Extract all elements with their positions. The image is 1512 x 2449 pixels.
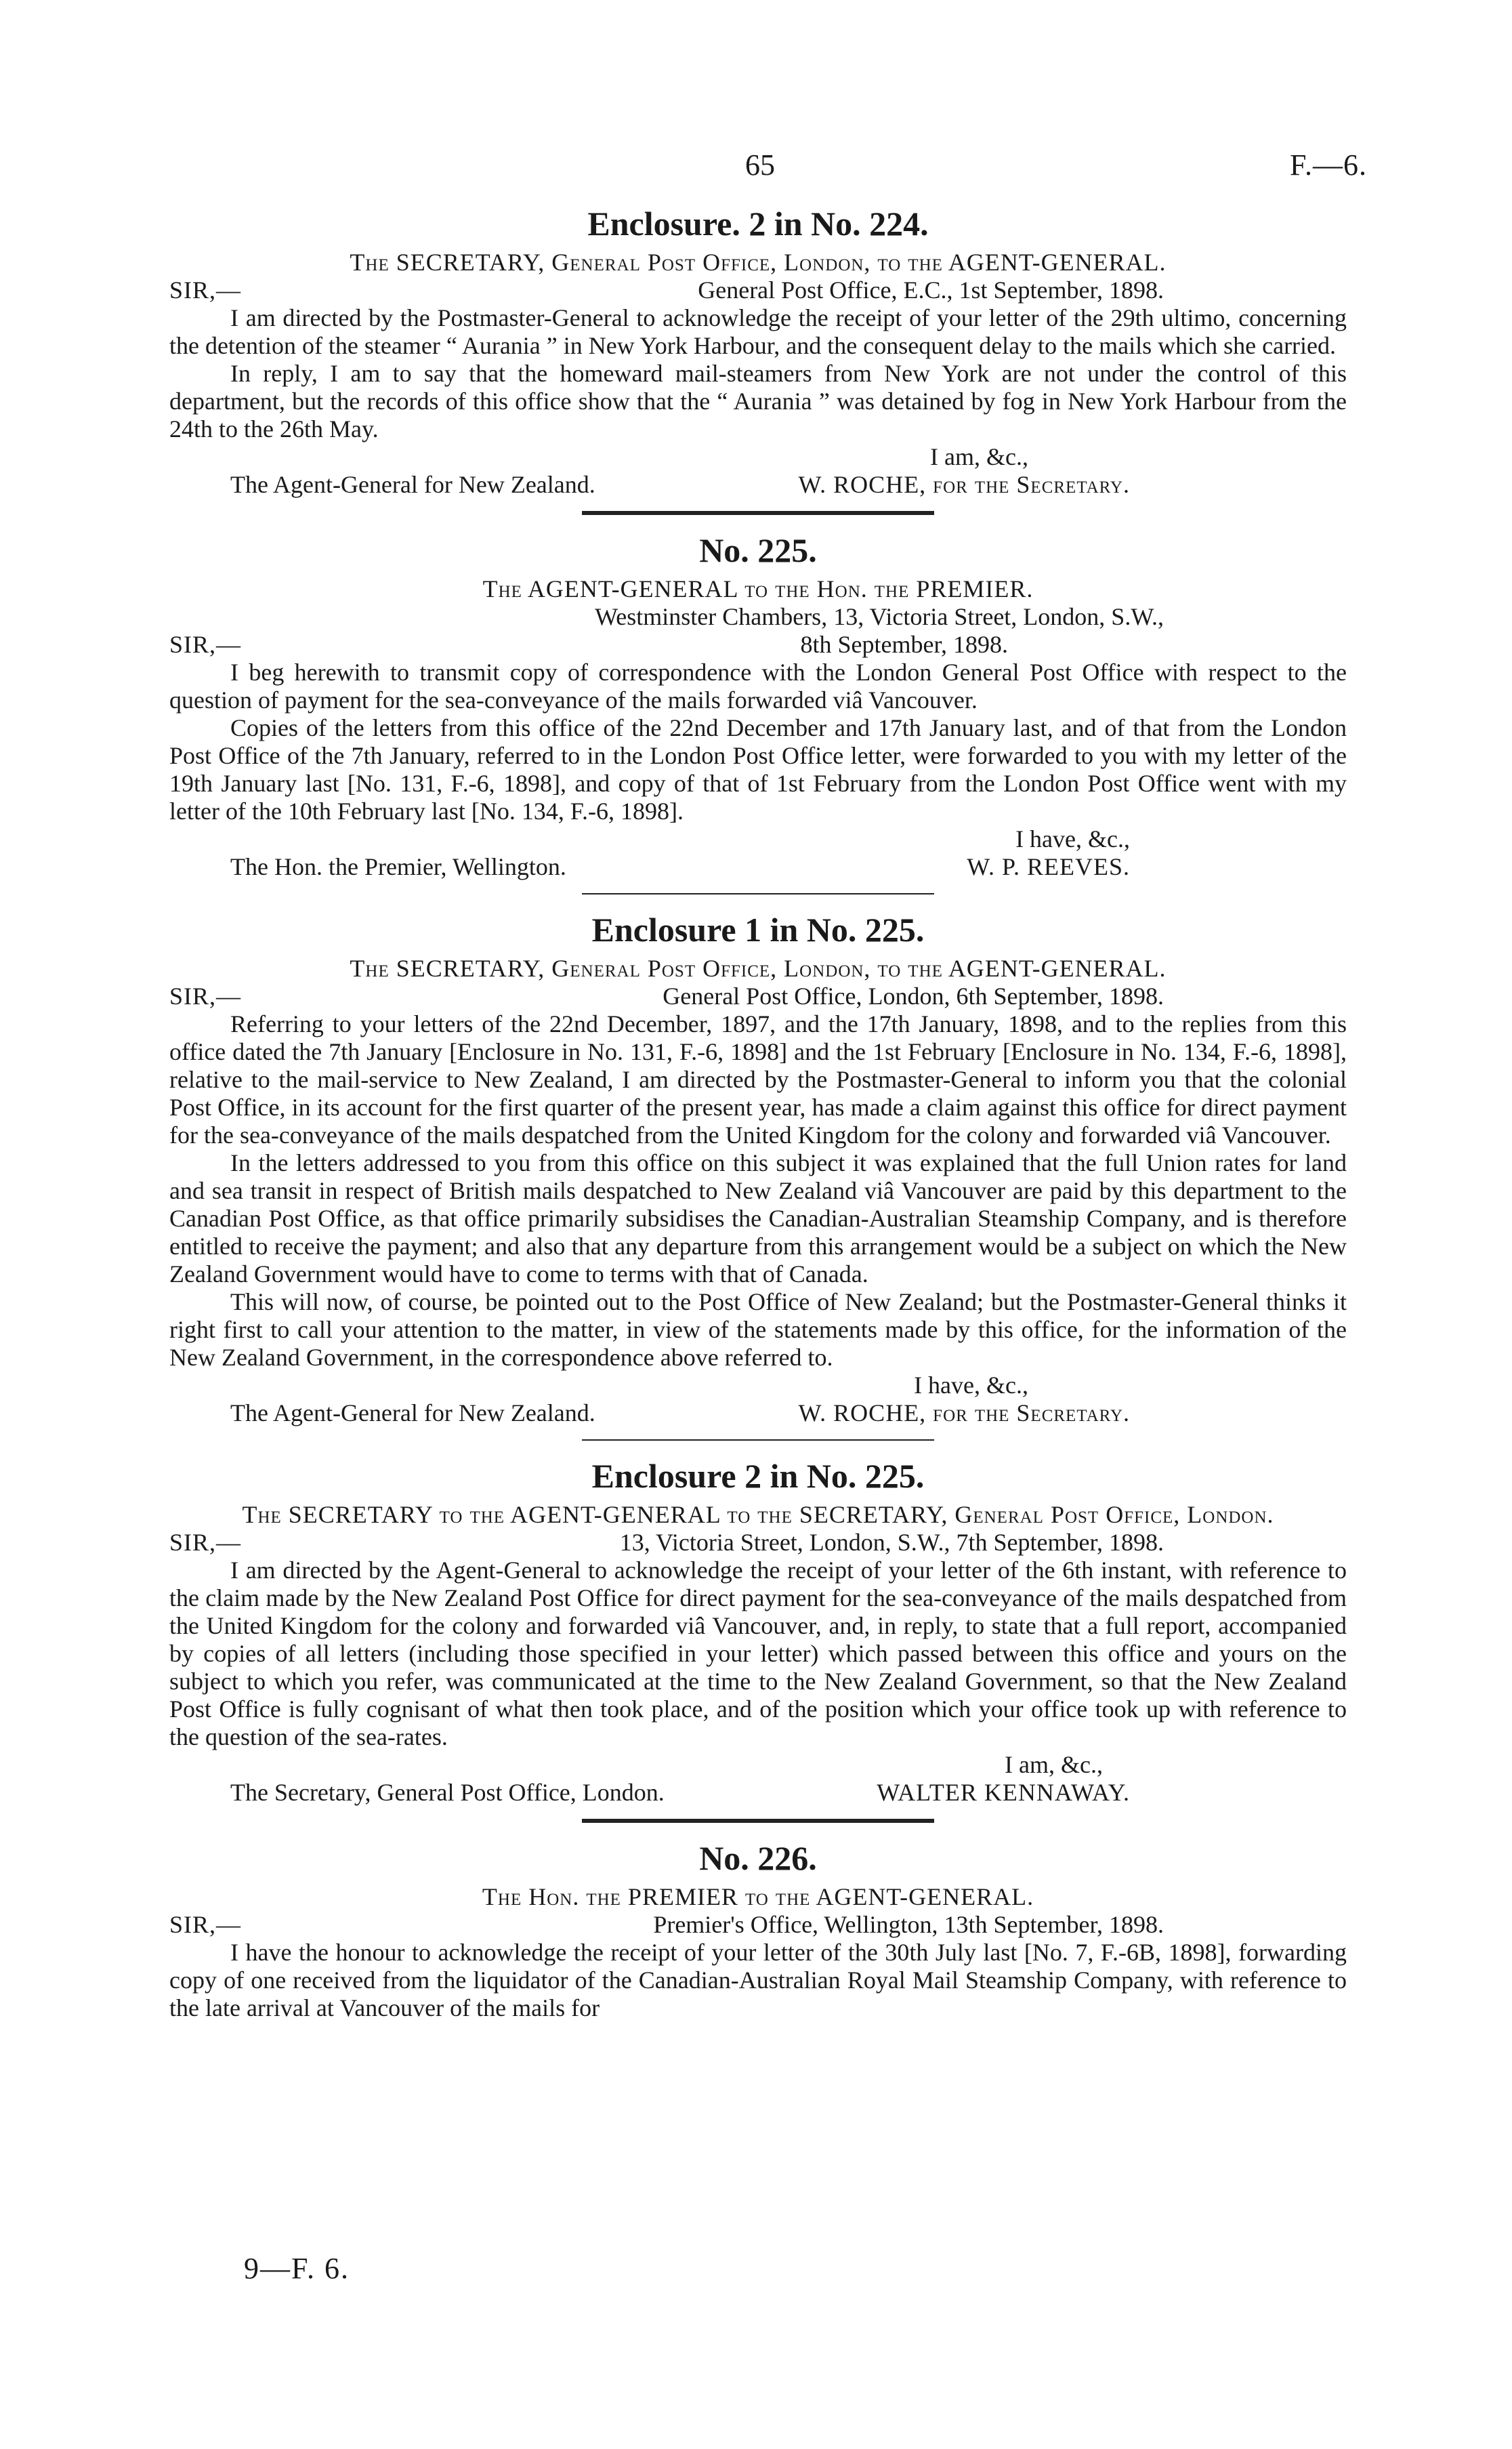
section-heading: Enclosure 2 in No. 225. [591,1457,925,1495]
paragraph: I am directed by the Postmaster-General to acknowledge the receipt of your letter of the 29th ultimo, concerning the detention of the steamer “ Aurania ” in New York Harbour, and the consequent delay to the mails which she carried. [169,304,1347,359]
salutation-address-row [169,631,1347,659]
signature: WALTER KENNAWAY. [877,1779,1130,1806]
section-heading: Enclosure 1 in No. 225. [591,911,925,949]
signature: W. P. REEVES. [967,853,1130,880]
page-reference: F.—6. [1290,148,1367,182]
section-heading: No. 225. [699,531,817,569]
paragraph: Referring to your letters of the 22nd December, 1897, and the 17th January, 1898, and to the replies from this office dated the 7th January [Enclosure in No. 131, F.-6, 1898] and the 1st February [Enclosure in No. 134, F.-6, 1898], relative to the mail-service to New Zealand, I am directed by the Postmaster-General to inform you that the colonial Post Office, in its account for the first quarter of the present year, has made a claim against this office for direct payment for the sea-conveyance of the mails despatched from the United Kingdom for the colony and forwarded viâ Vancouver. [169,1010,1347,1149]
addressee: The Hon. the Premier, Wellington. [230,853,566,880]
section-divider [582,511,934,515]
paragraph: I have the honour to acknowledge the receipt of your letter of the 30th July last [No. 7, F.-6B, 1898], forwarding copy of one received from the liquidator of the Canadian-Australian Royal Mail Steamship Company, with reference to the late arrival at Vancouver of the mails for [169,1939,1347,2021]
salutation-address-row [169,276,1347,304]
salutation: SIR,— [169,276,242,304]
signature-row [169,853,1347,881]
sender-address: Premier's Office, Wellington, 13th September, 1898. [653,1911,1164,1938]
sender-address-line-1: Westminster Chambers, 13, Victoria Street, London, S.W., [595,603,1164,630]
paragraph: I am directed by the Agent-General to acknowledge the receipt of your letter of the 6th instant, with reference to the claim made by the New Zealand Post Office for direct payment for the sea-conveyance of the mails despatched from the United Kingdom for the colony and forwarded viâ Vancouver, and, in reply, to state that a full report, accompanied by copies of all letters (including those specified in your letter) which passed between this office and yours on the subject to which you refer, was communicated at the time to the New Zealand Government, so that the New Zealand Post Office is fully cognisant of what then took place, and of the position which your office took up with reference to the question of the sea-rates. [169,1557,1347,1750]
salutation-address-row [169,1529,1347,1557]
footer-signature-mark: 9—F. 6. [244,2252,350,2285]
section-enclosure-2-no-225 [169,1456,1347,1807]
section-subhead: The Hon. the PREMIER to the AGENT-GENERAL. [482,1883,1034,1910]
section-divider [582,1819,934,1823]
signature-row [169,471,1347,499]
sender-address-line-2: 8th September, 1898. [800,631,1008,658]
closing: I am, &c., [1005,1751,1103,1778]
salutation-address-row [169,983,1347,1010]
salutation: SIR,— [169,1911,242,1938]
section-heading: Enclosure. 2 in No. 224. [587,205,929,243]
section-enclosure-1-no-225 [169,909,1347,1427]
section-subhead: The AGENT-GENERAL to the Hon. the PREMIER. [482,575,1034,602]
signature: W. ROCHE, for the Secretary. [798,1399,1130,1426]
section-no-225 [169,530,1347,881]
section-heading: No. 226. [699,1839,817,1877]
paragraph: In the letters addressed to you from this office on this subject it was explained that the full Union rates for land and sea transit in respect of British mails despatched to New Zealand viâ Vancouver are paid by this department to the Canadian Post Office, as that office primarily subsidises the Canadian-Australian Steamship Company, and is therefore entitled to receive the payment; and also that any departure from this arrangement would be a subject on which the New Zealand Government would have to come to terms with that of Canada. [169,1149,1347,1288]
signature-row [169,1399,1347,1427]
salutation: SIR,— [169,983,242,1010]
paragraph: Copies of the letters from this office of the 22nd December and 17th January last, and of that from the London Post Office of the 7th January, referred to in the London Post Office letter, were forwarded to you with my letter of the 19th January last [No. 131, F.-6, 1898], and copy of that of 1st February from the London Post Office went with my letter of the 10th February last [No. 134, F.-6, 1898]. [169,714,1347,825]
signature: W. ROCHE, for the Secretary. [798,471,1130,498]
section-enclosure-2-no-224 [169,203,1347,499]
sender-address: General Post Office, London, 6th September, 1898. [663,983,1164,1010]
sender-address: 13, Victoria Street, London, S.W., 7th September, 1898. [619,1529,1164,1556]
paragraph: I beg herewith to transmit copy of correspondence with the London General Post Office with respect to the question of payment for the sea-conveyance of the mails forwarded viâ Vancouver. [169,659,1347,714]
salutation: SIR,— [169,631,242,658]
closing: I have, &c., [914,1372,1028,1399]
closing: I am, &c., [930,443,1028,470]
section-no-226 [169,1838,1347,2022]
section-divider [582,1439,934,1441]
section-subhead: The SECRETARY, General Post Office, London, to the AGENT-GENERAL. [350,249,1167,276]
addressee: The Secretary, General Post Office, London. [230,1779,665,1806]
section-subhead: The SECRETARY to the AGENT-GENERAL to the SECRETARY, General Post Office, London. [242,1501,1274,1528]
salutation: SIR,— [169,1529,242,1556]
addressee: The Agent-General for New Zealand. [230,1399,595,1426]
section-divider [582,893,934,894]
addressee: The Agent-General for New Zealand. [230,471,595,498]
section-subhead: The SECRETARY, General Post Office, London, to the AGENT-GENERAL. [350,955,1167,982]
closing: I have, &c., [1015,825,1130,852]
paragraph: In reply, I am to say that the homeward mail-steamers from New York are not under the control of this department, but the records of this office show that the “ Aurania ” was detained by fog in New York Harbour from the 24th to the 26th May. [169,360,1347,443]
signature-row [169,1779,1347,1807]
paragraph: This will now, of course, be pointed out to the Post Office of New Zealand; but the Postmaster-General thinks it right first to call your attention to the matter, in view of the statements made by this office, for the information of the New Zealand Government, in the correspondence above referred to. [169,1288,1347,1371]
salutation-address-row [169,1911,1347,1939]
document-body [169,203,1347,2025]
page-number: 65 [745,148,775,182]
sender-address: General Post Office, E.C., 1st September, 1898. [698,276,1164,304]
